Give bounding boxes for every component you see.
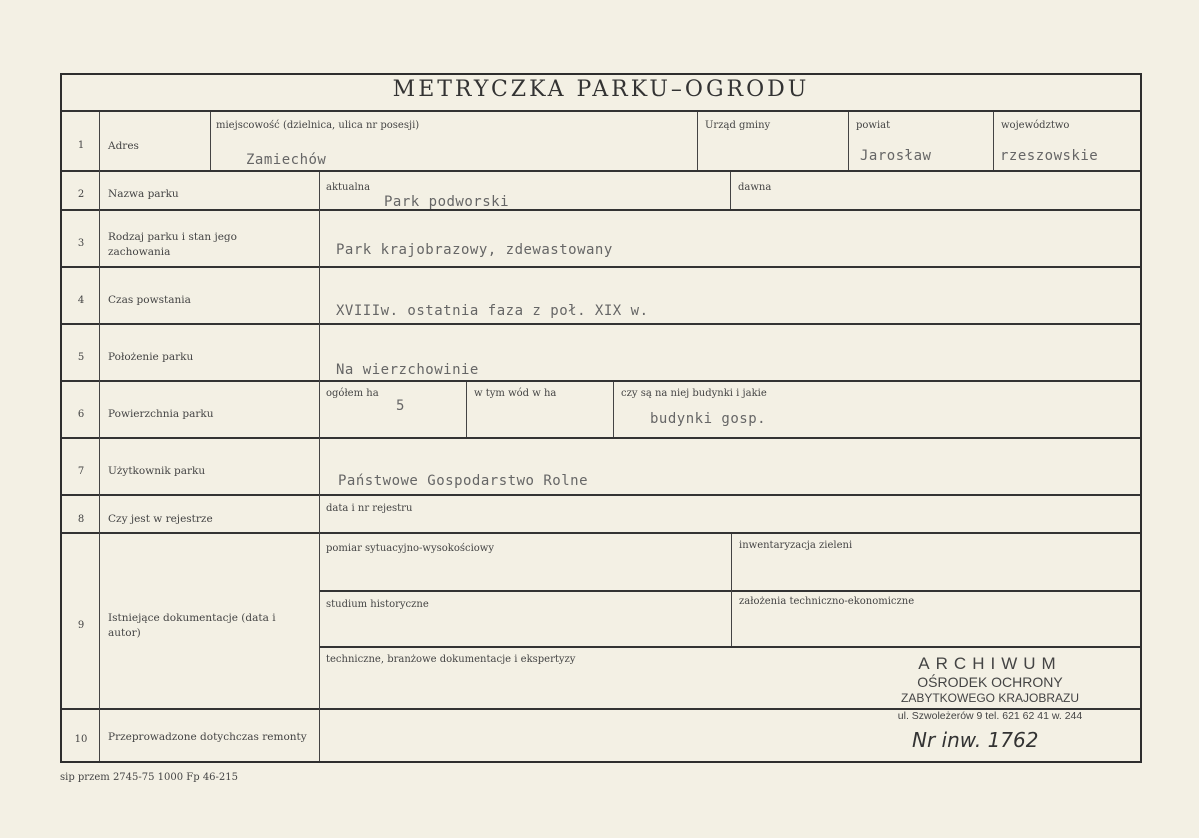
- field-miejscowosc-label: miejscowość (dzielnica, ulica nr posesji): [216, 120, 420, 131]
- field-pomiar-label: pomiar sytuacyjno-wysokościowy: [326, 543, 495, 554]
- row-number: 3: [77, 238, 85, 249]
- value-polozenie: Na wierzchowinie: [336, 362, 479, 378]
- value-wojewodztwo: rzeszowskie: [1000, 148, 1099, 164]
- field-inwentaryzacja-label: inwentaryzacja zieleni: [739, 540, 853, 551]
- divider: [320, 646, 1140, 648]
- row-number: 9: [77, 620, 85, 631]
- row-number: 1: [77, 140, 85, 151]
- field-urzad-gminy-label: Urząd gminy: [705, 120, 771, 131]
- divider: [210, 112, 211, 170]
- divider: [730, 172, 731, 209]
- divider: [62, 209, 1140, 211]
- value-rodzaj: Park krajobrazowy, zdewastowany: [336, 242, 613, 258]
- divider: [62, 437, 1140, 439]
- value-budynki: budynki gosp.: [650, 411, 767, 427]
- label-powierzchnia: Powierzchnia parku: [108, 408, 214, 420]
- label-adres: Adres: [108, 140, 139, 152]
- divider: [697, 112, 698, 170]
- row-number: 6: [77, 409, 85, 420]
- row-number: 7: [77, 466, 85, 477]
- row-number: 2: [77, 189, 85, 200]
- divider: [99, 112, 100, 761]
- divider: [62, 494, 1140, 496]
- row-number: 10: [74, 734, 88, 745]
- value-miejscowosc: Zamiechów: [246, 152, 327, 168]
- field-aktualna-label: aktualna: [326, 182, 371, 193]
- divider: [731, 534, 732, 646]
- divider: [62, 110, 1140, 112]
- divider: [848, 112, 849, 170]
- label-rejestr: Czy jest w rejestrze: [108, 513, 213, 525]
- value-uzytkownik: Państwowe Gospodarstwo Rolne: [338, 473, 589, 489]
- label-rodzaj-parku: Rodzaj parku i stan jego zachowania: [108, 231, 237, 258]
- field-wody-label: w tym wód w ha: [474, 388, 557, 399]
- inventory-number: Nr inw. 1762: [912, 728, 1039, 752]
- divider: [62, 380, 1140, 382]
- field-zalozenia-label: założenia techniczno-ekonomiczne: [739, 596, 915, 607]
- label-czas-powstania: Czas powstania: [108, 294, 191, 306]
- divider: [320, 590, 1140, 592]
- print-footer: sip przem 2745-75 1000 Fp 46-215: [60, 772, 239, 783]
- value-ogolem-ha: 5: [396, 398, 405, 414]
- row-number: 5: [77, 352, 85, 363]
- field-wojewodztwo-label: województwo: [1001, 120, 1070, 131]
- label-nazwa-parku: Nazwa parku: [108, 188, 179, 200]
- row-number: 8: [77, 514, 85, 525]
- field-powiat-label: powiat: [856, 120, 891, 131]
- divider: [466, 382, 467, 437]
- divider: [62, 532, 1140, 534]
- field-ogolem-label: ogółem ha: [326, 388, 379, 399]
- archive-stamp-address: ul. Szwoleżerów 9 tel. 621 62 41 w. 244: [897, 710, 1083, 722]
- label-dokumentacje: Istniejące dokumentacje (data i autor): [108, 612, 276, 639]
- label-polozenie: Położenie parku: [108, 351, 194, 363]
- field-techniczne-label: techniczne, branżowe dokumentacje i ekspertyzy: [326, 654, 576, 665]
- divider: [62, 170, 1140, 172]
- form-title: METRYCZKA PARKU–OGRODU: [392, 77, 810, 102]
- archive-stamp-line: OŚRODEK OCHRONY: [917, 674, 1063, 690]
- field-rejestr-label: data i nr rejestru: [326, 503, 413, 514]
- divider: [62, 266, 1140, 268]
- value-czas: XVIIIw. ostatnia faza z poł. XIX w.: [336, 303, 649, 319]
- archive-stamp-title: ARCHIWUM: [918, 654, 1062, 673]
- divider: [993, 112, 994, 170]
- field-dawna-label: dawna: [738, 182, 772, 193]
- divider: [613, 382, 614, 437]
- archive-stamp-line: ZABYTKOWEGO KRAJOBRAZU: [900, 691, 1080, 705]
- value-powiat: Jarosław: [860, 148, 932, 164]
- field-budynki-label: czy są na niej budynki i jakie: [621, 388, 767, 399]
- label-uzytkownik: Użytkownik parku: [108, 465, 206, 477]
- row-number: 4: [77, 295, 85, 306]
- divider: [62, 323, 1140, 325]
- field-studium-label: studium historyczne: [326, 599, 429, 610]
- value-nazwa-aktualna: Park podworski: [384, 194, 510, 210]
- divider: [319, 172, 320, 761]
- label-remonty: Przeprowadzone dotychczas remonty: [108, 731, 307, 743]
